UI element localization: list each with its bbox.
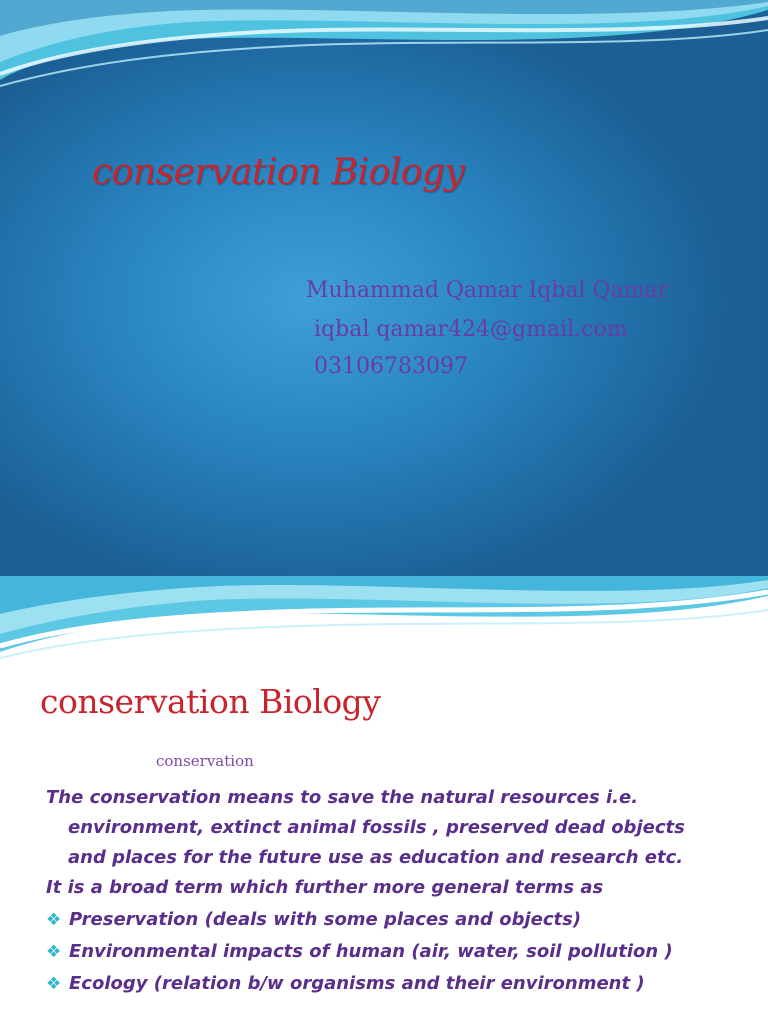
definition-paragraph [46, 783, 746, 873]
content-slide [0, 576, 768, 1024]
slide-title: conservation Biology [40, 682, 381, 721]
list-item [46, 967, 746, 999]
wave-decoration [0, 576, 768, 666]
bullet-text: Ecology (relation b/w organisms and their environment ) [69, 973, 645, 994]
bullet-text: Preservation (deals with some places and objects) [69, 909, 582, 930]
slide-body [46, 783, 746, 999]
author-email: iqbal qamar424@gmail.com [314, 317, 628, 342]
paragraph-line: environment, extinct animal fossils , preserved dead objects [68, 817, 685, 838]
author-phone: 03106783097 [314, 354, 468, 379]
author-name: Muhammad Qamar Iqbal Qamar [306, 278, 669, 303]
wave-decoration [0, 0, 768, 110]
diamond-bullet-icon: ❖ [46, 910, 62, 930]
bullet-list [46, 903, 746, 999]
list-item [46, 903, 746, 935]
list-item [46, 935, 746, 967]
slide-subtitle: conservation [156, 752, 254, 770]
bullet-text: Environmental impacts of human (air, water, soil pollution ) [69, 941, 673, 962]
diamond-bullet-icon: ❖ [46, 974, 62, 994]
paragraph-line: The conservation means to save the natural resources i.e. [46, 787, 639, 808]
diamond-bullet-icon: ❖ [46, 942, 62, 962]
broad-term-line: It is a broad term which further more general terms as [46, 877, 604, 898]
slide-title: conservation Biology [92, 152, 465, 193]
paragraph-line: and places for the future use as education and research etc. [68, 847, 684, 868]
